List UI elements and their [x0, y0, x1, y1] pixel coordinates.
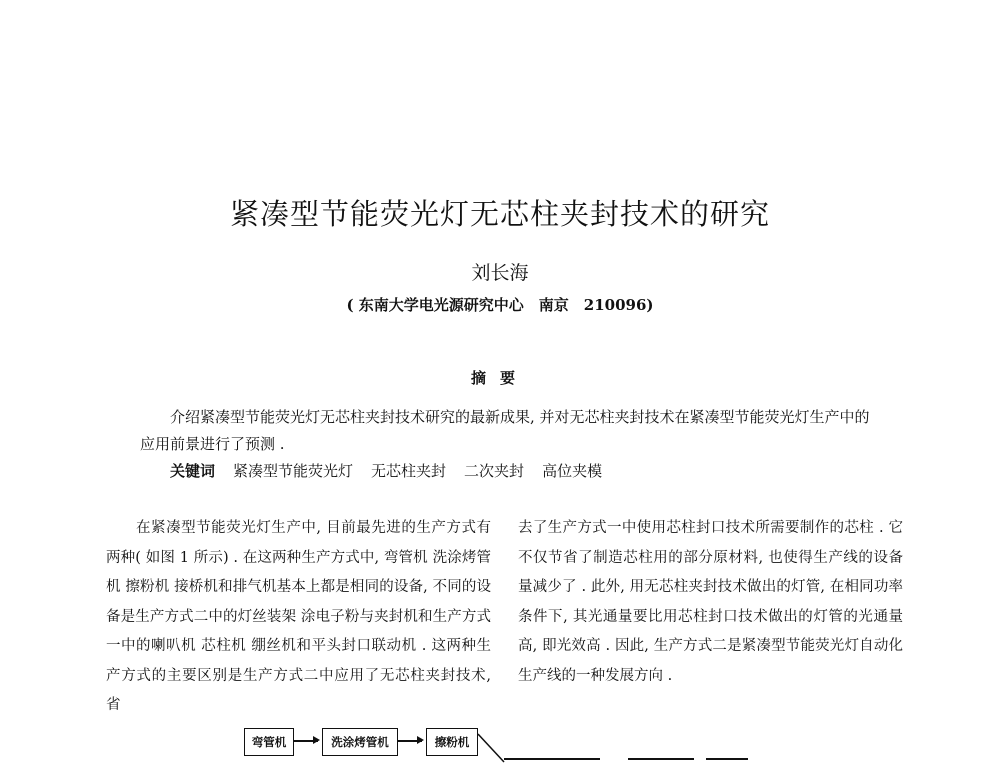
flow-arrow — [294, 740, 318, 742]
process-flowchart — [244, 726, 1000, 766]
flow-box-coating-baking-machine: 洗涂烤管机 — [322, 728, 398, 756]
flow-box-powder-wiping-machine: 擦粉机 — [426, 728, 478, 756]
body-left-column: 在紧凑型节能荧光灯生产中, 目前最先进的生产方式有两种( 如图 1 所示) . 在这两种生产方式中, 弯管机 洗涂烤管机 擦粉机 接桥机和排气机基本上都是相同的设备, 不同的设备是生产方式二中的灯丝装架 涂电子粉与夹封机和生产方式一中的喇叭机 芯柱机 绷丝机和平头封口联动机 . 这两种生产方式的主要区别是生产方式二中应用了无芯柱夹封技术, 省 — [106, 520, 491, 713]
abstract-text: 介绍紧凑型节能荧光灯无芯柱夹封技术研究的最新成果, 并对无芯柱夹封技术在紧凑型节能荧光灯生产中的应用前景进行了预测 . — [140, 408, 870, 453]
flow-box-bending-machine: 弯管机 — [244, 728, 294, 756]
author-name: 刘长海 — [471, 262, 529, 284]
keywords-line — [170, 460, 620, 481]
keyword-item: 高位夹模 — [542, 462, 603, 480]
paper-title: 紧凑型节能荧光灯无芯柱夹封技术的研究 — [229, 197, 770, 231]
affiliation: ( 东南大学电光源研究中心 南京 210096) — [346, 296, 654, 314]
abstract-heading: 摘要 — [470, 369, 529, 387]
flow-arrow — [398, 740, 422, 742]
flow-branch-line — [478, 732, 518, 766]
keyword-item: 无芯柱夹封 — [371, 462, 447, 480]
keyword-item: 紧凑型节能荧光灯 — [233, 462, 354, 480]
keyword-item: 二次夹封 — [464, 462, 525, 480]
keywords-label: 关键词 — [170, 462, 216, 480]
body-right-column: 去了生产方式一中使用芯柱封口技术所需要制作的芯柱 . 它不仅节省了制造芯柱用的部分原材料, 也使得生产线的设备量减少了 . 此外, 用无芯柱夹封技术做出的灯管, 在相同功率条件下, 其光通量要比用芯柱封口技术做出的灯管的光通量高, 即光效高 . 因此, 生产方式二是紧凑型节能荧光灯自动化生产线的一种发展方向 . — [518, 520, 903, 684]
